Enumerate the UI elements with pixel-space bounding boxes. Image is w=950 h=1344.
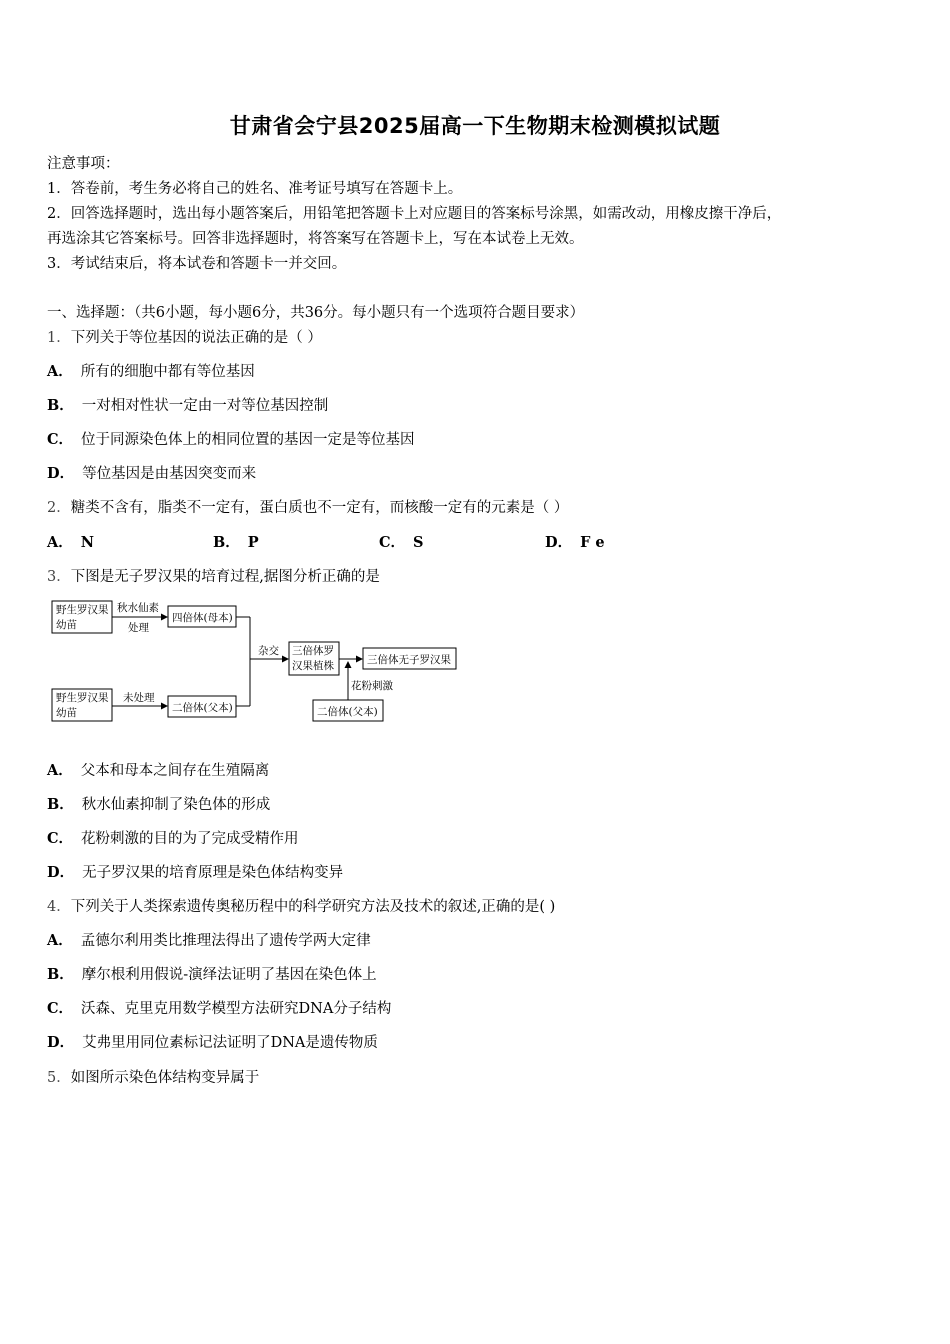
question-text: 糖类不含有，脂类不一定有，蛋白质也不一定有，而核酸一定有的元素是（ ） [70, 500, 569, 516]
option-text: N [80, 534, 95, 551]
question-4-option-d[interactable] [47, 1031, 378, 1052]
question-2-option-b[interactable] [213, 531, 379, 552]
question-number: 1． [47, 330, 71, 346]
option-letter: B． [213, 534, 240, 551]
question-text: 下列关于人类探索遗传奥秘历程中的科学研究方法及技术的叙述,正确的是( ) [70, 899, 556, 915]
option-text: 孟德尔利用类比推理法得出了遗传学两大定律 [80, 933, 371, 949]
question-text: 下列关于等位基因的说法正确的是（ ） [70, 330, 322, 346]
option-letter: C． [47, 431, 74, 448]
question-3-option-a[interactable] [47, 759, 269, 780]
question-4-stem [47, 895, 555, 916]
box-label: 三倍体无子罗汉果 [367, 654, 451, 666]
option-letter: D． [545, 534, 573, 551]
question-2-options [47, 531, 711, 552]
question-text: 下图是无子罗汉果的培育过程,据图分析正确的是 [70, 569, 380, 585]
note-item: 2．回答选择题时，选出每小题答案后，用铅笔把答题卡上对应题目的答案标号涂黑，如需改动，用橡皮擦干净后， [47, 206, 782, 222]
option-letter: A． [47, 932, 73, 949]
option-text: 艾弗里用同位素标记法证明了DNA是遗传物质 [82, 1035, 378, 1051]
option-letter: B． [47, 796, 74, 813]
box-label: 野生罗汉果 [56, 604, 109, 616]
arrow-label: 杂交 [258, 645, 279, 657]
question-number: 4． [47, 899, 71, 915]
option-text: 无子罗汉果的培育原理是染色体结构变异 [82, 865, 344, 881]
question-2-stem [47, 496, 568, 517]
breeding-flow-diagram [47, 593, 467, 728]
box-label: 汉果植株 [292, 660, 334, 672]
option-text: 父本和母本之间存在生殖隔离 [80, 763, 270, 779]
question-1-option-b[interactable] [47, 394, 328, 415]
option-letter: C． [47, 830, 74, 847]
arrow-label: 处理 [128, 622, 149, 634]
option-letter: D． [47, 465, 75, 482]
option-letter: C． [47, 1000, 74, 1017]
option-text: 花粉刺激的目的为了完成受精作用 [81, 831, 299, 847]
option-letter: A． [47, 534, 73, 551]
question-number: 3． [47, 569, 71, 585]
option-letter: B． [47, 397, 74, 414]
section-heading: 一、选择题：（共6小题，每小题6分，共36分。每小题只有一个选项符合题目要求） [47, 305, 585, 321]
arrow-label: 未处理 [123, 692, 155, 704]
option-text: 一对相对性状一定由一对等位基因控制 [81, 398, 329, 414]
arrow-label: 秋水仙素 [117, 602, 159, 614]
question-4-option-b[interactable] [47, 963, 377, 984]
option-text: 所有的细胞中都有等位基因 [80, 364, 255, 380]
option-text: F e [580, 534, 605, 551]
option-text: 秋水仙素抑制了染色体的形成 [81, 797, 271, 813]
question-3-stem [47, 565, 380, 586]
question-3-option-c[interactable] [47, 827, 299, 848]
question-1-option-d[interactable] [47, 462, 256, 483]
option-letter: D． [47, 1034, 75, 1051]
page-title: 甘肃省会宁县2025届高一下生物期末检测模拟试题 [229, 114, 721, 138]
option-text: P [247, 534, 259, 551]
option-letter: A． [47, 363, 73, 380]
option-text: S [413, 534, 424, 551]
arrow-label: 花粉刺激 [351, 680, 393, 692]
question-1-stem [47, 326, 322, 347]
note-item: 1．答卷前，考生务必将自己的姓名、准考证号填写在答题卡上。 [47, 181, 463, 197]
question-1-option-c[interactable] [47, 428, 415, 449]
option-letter: A． [47, 762, 73, 779]
note-item: 3．考试结束后，将本试卷和答题卡一并交回。 [47, 256, 347, 272]
box-label: 四倍体(母本) [172, 612, 233, 624]
question-3-option-d[interactable] [47, 861, 343, 882]
question-2-option-c[interactable] [379, 531, 545, 552]
notes-heading: 注意事项： [47, 156, 120, 172]
option-text: 等位基因是由基因突变而来 [82, 466, 257, 482]
option-text: 摩尔根利用假说-演绎法证明了基因在染色体上 [81, 967, 377, 983]
option-letter: D． [47, 864, 75, 881]
box-label: 二倍体(父本) [317, 706, 378, 718]
note-item: 再选涂其它答案标号。回答非选择题时，将答案写在答题卡上，写在本试卷上无效。 [47, 231, 584, 247]
question-4-option-c[interactable] [47, 997, 391, 1018]
question-2-option-d[interactable] [545, 531, 711, 552]
option-letter: C． [379, 534, 406, 551]
box-label: 野生罗汉果 [56, 692, 109, 704]
box-label: 三倍体罗 [292, 645, 334, 657]
option-letter: B． [47, 966, 74, 983]
option-text: 沃森、克里克用数学模型方法研究DNA分子结构 [81, 1001, 392, 1017]
question-number: 2． [47, 500, 71, 516]
question-1-option-a[interactable] [47, 360, 255, 381]
question-number: 5． [47, 1070, 71, 1086]
question-3-option-b[interactable] [47, 793, 270, 814]
box-label: 幼苗 [56, 707, 77, 719]
box-label: 二倍体(父本) [172, 702, 233, 714]
option-text: 位于同源染色体上的相同位置的基因一定是等位基因 [81, 432, 415, 448]
question-text: 如图所示染色体结构变异属于 [70, 1070, 260, 1086]
question-2-option-a[interactable] [47, 531, 213, 552]
question-5-stem [47, 1066, 259, 1087]
question-4-option-a[interactable] [47, 929, 371, 950]
box-label: 幼苗 [56, 619, 77, 631]
